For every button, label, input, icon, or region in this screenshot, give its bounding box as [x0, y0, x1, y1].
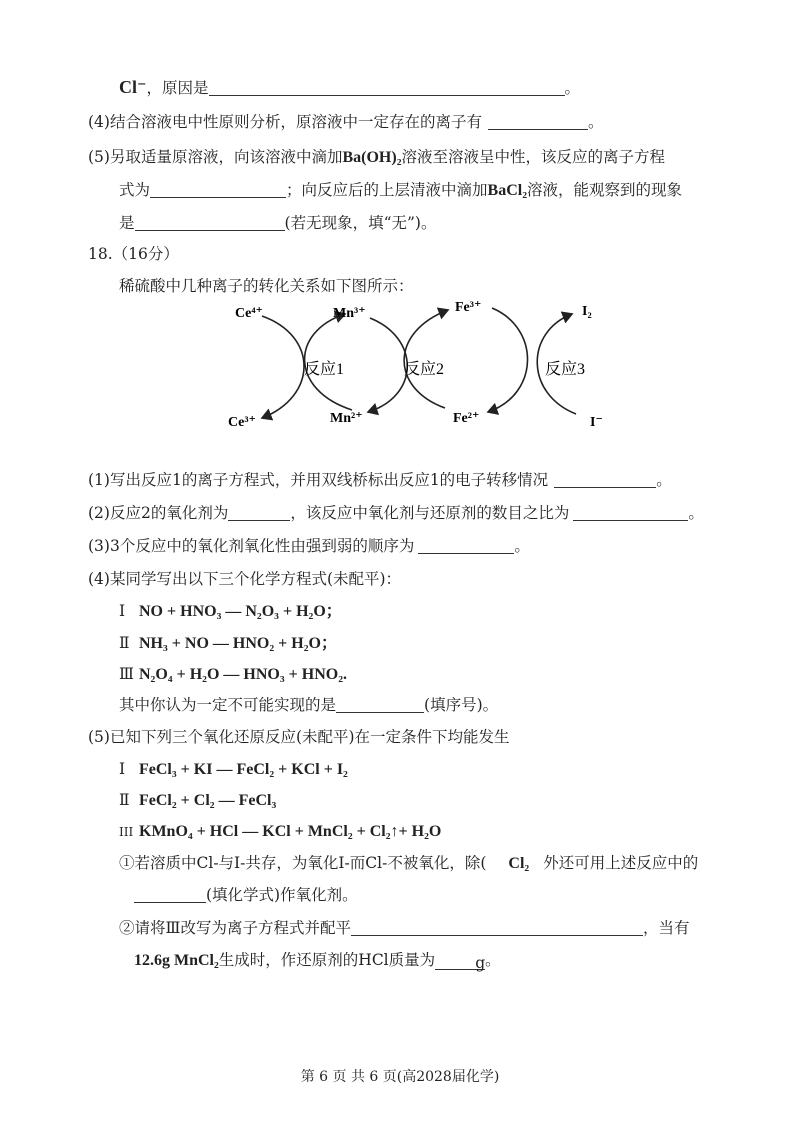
- phenomenon-note: (若无现象，填“无”)。: [284, 214, 437, 232]
- equation-text: NH₃ + NO — HNO₂ + H₂O；: [139, 635, 337, 652]
- ionic-equation-blank[interactable]: [150, 181, 286, 198]
- ions-blank[interactable]: [488, 113, 588, 130]
- eq-number: Ⅱ: [119, 634, 130, 652]
- label-reaction3: 反应3: [545, 361, 586, 378]
- bacl2-formula: BaCl₂: [487, 182, 527, 199]
- phenomenon-label: 是: [119, 214, 135, 232]
- arc-mn3-to-mn2: [368, 318, 407, 412]
- label-reaction2: 反应2: [404, 361, 445, 378]
- q17-part5-line2: [119, 180, 682, 201]
- mncl2-mass: 12.6g MnCl₂: [134, 952, 219, 969]
- q17-part5-line1: [88, 147, 665, 168]
- q18-part5-eq2: [119, 790, 276, 811]
- sub1-note: (填化学式)作氧化剂。: [206, 886, 358, 904]
- q17-continuation-line: [119, 77, 580, 98]
- ratio-blank[interactable]: [573, 504, 688, 521]
- period: 。: [688, 504, 704, 522]
- q18-part4-eq3: [119, 664, 347, 685]
- arc-fe2-to-fe3: [404, 310, 448, 408]
- q18-part4-question: [119, 695, 498, 715]
- q18-part5-eq3: [119, 821, 441, 842]
- label-i2: I₂: [582, 304, 592, 319]
- q18-part2-text: (2)反应2的氧化剂为: [88, 504, 229, 522]
- eq-number: Ⅲ: [119, 665, 134, 683]
- q18-part5-sub1b: [134, 885, 358, 905]
- q18-part1: [88, 470, 672, 490]
- q18-part5-sub3: [134, 950, 501, 971]
- arc-ce4-to-ce3: [262, 316, 304, 418]
- period: 。: [656, 471, 672, 489]
- reason-blank[interactable]: [209, 79, 565, 96]
- eq-number: Ⅰ: [119, 602, 126, 620]
- ionic-equation-blank-2[interactable]: [351, 919, 643, 936]
- q17-part4-text: (4)结合溶液电中性原则分析，原溶液中一定存在的离子有: [88, 113, 482, 131]
- reason-label: ，原因是: [146, 79, 209, 97]
- q17-part5-line3: [119, 213, 436, 233]
- q18-part4-eq1: [119, 601, 342, 622]
- eq-number: III: [119, 825, 134, 839]
- q18-part1-text: (1)写出反应1的离子方程式，并用双线桥标出反应1的电子转移情况: [88, 471, 549, 489]
- sub3-text: 生成时，作还原剂的HCl质量为: [218, 951, 436, 969]
- ion-conversion-diagram: [0, 288, 800, 448]
- equation-text: FeCl₂ + Cl₂ — FeCl₃: [139, 792, 277, 809]
- eq-number: Ⅰ: [119, 760, 126, 778]
- q17-part5-text3: ；向反应后的上层清液中滴加: [286, 181, 488, 199]
- sub2-text2: ，当有: [642, 919, 690, 937]
- sub2-text: ②请将Ⅲ改写为离子方程式并配平: [119, 919, 351, 937]
- hcl-mass-blank[interactable]: [435, 953, 485, 970]
- label-reaction1: 反应1: [304, 361, 345, 378]
- q18-heading: 18.（16分）: [88, 245, 179, 263]
- sub1-text2: 外还可用上述反应中的: [543, 854, 699, 872]
- chloride-ion: Cl⁻: [119, 77, 147, 97]
- period: 。: [514, 537, 530, 555]
- q17-part4: [88, 112, 603, 132]
- oxidant-formula-blank[interactable]: [134, 886, 206, 903]
- q18-intro: 稀硫酸中几种离子的转化关系如下图所示：: [119, 277, 414, 295]
- sub1-text: ①若溶质中Cl-与I-共存，为氧化I-而Cl-不被氧化，除(: [119, 854, 487, 872]
- q18-part4-eq2: [119, 633, 337, 654]
- q18-part5: (5)已知下列三个氧化还原反应(未配平)在一定条件下均能发生: [88, 728, 510, 746]
- page-footer: 第 6 页 共 6 页(高2028届化学): [300, 1069, 500, 1085]
- label-iminus: I⁻: [590, 415, 603, 430]
- period: 。: [564, 79, 581, 97]
- q18-part4: (4)某同学写出以下三个化学方程式(未配平)：: [88, 570, 402, 588]
- cl2-formula: Cl₂: [508, 855, 530, 872]
- order-blank[interactable]: [418, 537, 514, 554]
- impossible-eq-blank[interactable]: [336, 696, 424, 713]
- q18-part3: [88, 536, 530, 556]
- label-ce3: Ce³⁺: [228, 415, 256, 430]
- oxidant-blank[interactable]: [228, 504, 290, 521]
- period: 。: [485, 951, 501, 969]
- q18-part4-question-text: 其中你认为一定不可能实现的是: [119, 696, 337, 714]
- equation-label: 式为: [119, 181, 151, 199]
- reaction1-blank[interactable]: [554, 471, 656, 488]
- eq-number: Ⅱ: [119, 791, 130, 809]
- q18-part4-question-note: (填序号)。: [424, 696, 499, 714]
- label-mn2: Mn²⁺: [330, 411, 363, 426]
- equation-text: KMnO₄ + HCl — KCl + MnCl₂ + Cl₂↑+ H₂O: [139, 823, 442, 840]
- q18-part5-sub1: [119, 853, 698, 874]
- q18-part3-text: (3)3个反应中的氧化剂氧化性由强到弱的顺序为: [88, 537, 415, 555]
- q18-part5-sub2: [119, 918, 689, 938]
- label-mn3: Mn³⁺: [333, 306, 366, 321]
- equation-text: N₂O₄ + H₂O — HNO₃ + HNO₂.: [139, 666, 347, 683]
- q18-part2: [88, 503, 704, 523]
- q18-part5-eq1: [119, 759, 348, 780]
- q17-part5-text2: 溶液至溶液呈中性，该反应的离子方程: [401, 148, 665, 166]
- equation-text: FeCl₃ + KI — FeCl₂ + KCl + I₂: [139, 761, 348, 778]
- period: 。: [587, 113, 604, 131]
- equation-text: NO + HNO₃ — N₂O₃ + H₂O；: [139, 603, 342, 620]
- arc-fe3-to-fe2: [488, 308, 528, 412]
- label-fe2: Fe²⁺: [453, 411, 480, 426]
- baoh2-formula: Ba(OH)₂: [342, 149, 402, 166]
- q17-part5-text: (5)另取适量原溶液，向该溶液中滴加: [88, 148, 343, 166]
- q17-part5-text4: 溶液，能观察到的现象: [527, 181, 683, 199]
- phenomenon-blank[interactable]: [135, 214, 285, 231]
- q18-part2-text2: ，该反应中氧化剂与还原剂的数目之比为: [290, 504, 570, 522]
- label-fe3: Fe³⁺: [455, 300, 482, 315]
- label-ce4: Ce⁴⁺: [235, 306, 263, 321]
- unit-g: g: [475, 954, 486, 972]
